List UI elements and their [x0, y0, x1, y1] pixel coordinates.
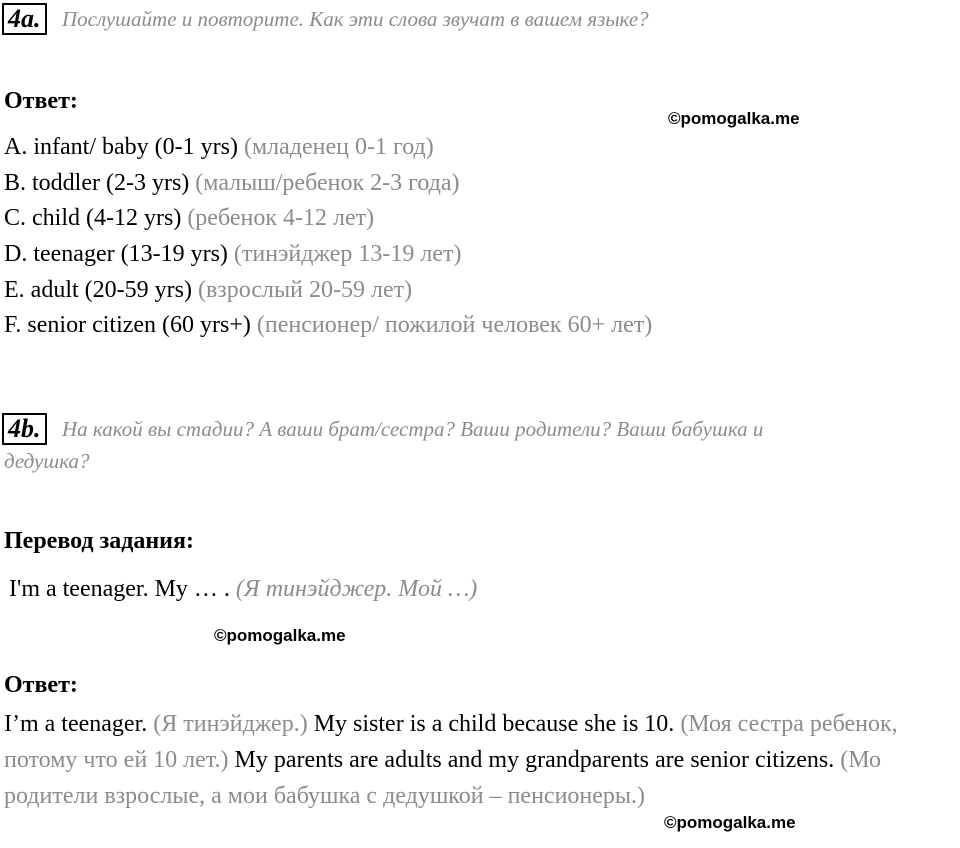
list-item-en: F. senior citizen (60 yrs+) — [4, 312, 251, 338]
task-label-4a: 4a. — [2, 3, 47, 35]
list-item-en: C. child (4-12 yrs) — [4, 205, 182, 231]
list-item-ru: (пенсионер/ пожилой человек 60+ лет) — [256, 312, 653, 338]
answer-paragraph — [4, 706, 956, 814]
list-item-f — [4, 312, 652, 339]
answer-heading-4a: Ответ: — [4, 88, 78, 114]
list-item-ru: (ребенок 4-12 лет) — [187, 205, 375, 231]
task-label-4b: 4b. — [2, 413, 47, 445]
list-item-en: A. infant/ baby (0-1 yrs) — [4, 134, 238, 160]
list-item-ru: (взрослый 20-59 лет) — [197, 277, 413, 303]
answer-segment-translation: (Мо родители взрослые, а мои бабушка с дедушкой – пенсионеры.) — [4, 747, 882, 809]
list-item-en: D. teenager (13-19 yrs) — [4, 241, 228, 267]
list-item-c — [4, 205, 374, 232]
task-4b-instruction-line1: На какой вы стадии? А ваши брат/сестра? Ваши родители? Ваши бабушка и — [62, 417, 764, 441]
answer-heading-4b: Ответ: — [4, 672, 78, 698]
answer-segment: I’m a teenager. — [4, 711, 154, 737]
watermark-top: ©pomogalka.me — [668, 109, 800, 128]
watermark-bottom: ©pomogalka.me — [664, 813, 796, 832]
answer-segment: My parents are adults and my grandparents are senior citizens. — [234, 747, 841, 773]
list-item-b — [4, 170, 460, 197]
task-4b-instruction-line2: дедушка? — [4, 449, 90, 473]
example-en: I'm a teenager. My … . — [9, 576, 230, 602]
list-item-ru: (малыш/ребенок 2-3 года) — [195, 170, 460, 196]
example-line — [9, 576, 477, 603]
answer-segment: My sister is a child because she is 10. — [313, 711, 681, 737]
answer-segment-translation: (Моя сестра ребенок, потому что ей 10 лет.) — [4, 711, 898, 773]
list-item-ru: (тинэйджер 13-19 лет) — [233, 241, 462, 267]
list-item-en: B. toddler (2-3 yrs) — [4, 170, 190, 196]
task-4a-instruction: Послушайте и повторите. Как эти слова звучат в вашем языке? — [62, 7, 649, 31]
list-item-en: E. adult (20-59 yrs) — [4, 277, 192, 303]
list-item-d — [4, 241, 461, 268]
list-item-ru: (младенец 0-1 год) — [243, 134, 434, 160]
list-item-a — [4, 134, 434, 161]
answer-segment-translation: (Я тинэйджер.) — [153, 711, 314, 737]
list-item-e — [4, 277, 412, 304]
translation-heading: Перевод задания: — [4, 528, 194, 554]
watermark-middle: ©pomogalka.me — [214, 626, 346, 645]
example-ru: (Я тинэйджер. Мой …) — [235, 576, 478, 602]
